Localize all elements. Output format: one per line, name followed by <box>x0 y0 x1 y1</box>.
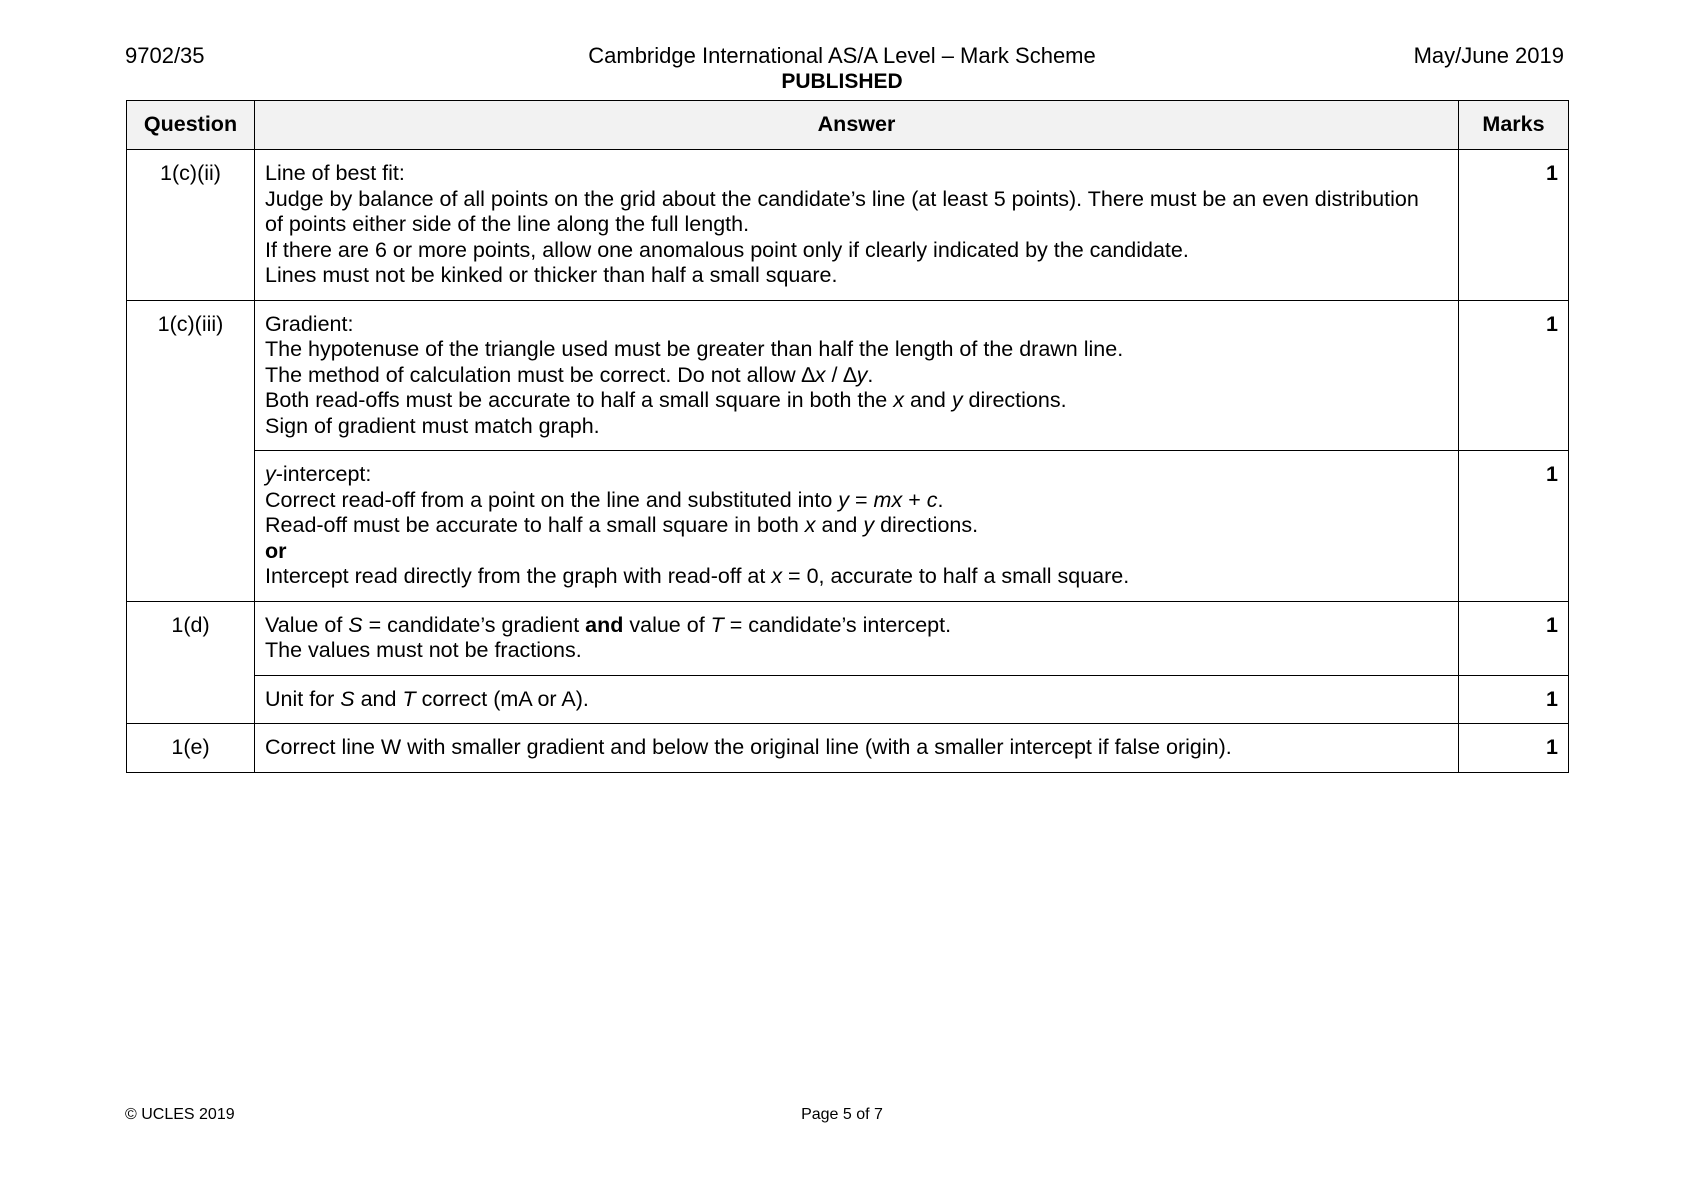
answer-line <box>265 363 1448 389</box>
answer-text: Correct read-off from a point on the line and substituted into <box>265 487 839 512</box>
answer-text: Unit for <box>265 686 341 711</box>
copyright-notice: © UCLES 2019 <box>125 1106 235 1123</box>
and-keyword: and <box>585 612 624 637</box>
answer-text: Intercept read directly from the graph with read-off at <box>265 564 772 588</box>
answer-line: Line of best fit: <box>265 161 405 185</box>
answer-text: = <box>849 487 874 512</box>
answer-text: Value of <box>265 612 349 637</box>
math-variable: x <box>804 513 816 537</box>
answer-line: Sign of gradient must match graph. <box>265 413 600 438</box>
answer-line <box>265 539 1448 565</box>
math-variable: mx <box>873 487 903 512</box>
answer-cell <box>255 300 1459 451</box>
math-variable: y <box>838 487 850 512</box>
math-variable: y <box>951 388 963 412</box>
math-variable: T <box>402 686 416 711</box>
column-header-answer: Answer <box>255 101 1459 150</box>
marks-value: 1 <box>1459 601 1569 675</box>
published-label: PUBLISHED <box>781 70 903 93</box>
math-variable: S <box>348 612 363 637</box>
marks-value: 1 <box>1459 300 1569 451</box>
answer-line: Gradient: <box>265 311 354 336</box>
answer-cell <box>255 150 1459 301</box>
answer-text: . <box>937 487 944 512</box>
page-number: Page 5 of 7 <box>801 1106 883 1123</box>
math-variable: y <box>863 513 875 537</box>
math-variable: S <box>340 686 355 711</box>
answer-cell <box>255 675 1459 724</box>
answer-line: Correct line W with smaller gradient and below the original line (with a smaller intercept if false origin). <box>265 735 1232 759</box>
answer-cell <box>255 601 1459 675</box>
answer-line <box>265 388 1448 414</box>
answer-line <box>265 488 1448 514</box>
answer-text: / <box>825 362 844 387</box>
answer-line: of points either side of the line along the full length. <box>265 212 750 236</box>
answer-text: -intercept: <box>275 462 372 486</box>
math-variable: c <box>926 487 938 512</box>
answer-text: = candidate’s gradient <box>362 612 586 637</box>
exam-session: May/June 2019 <box>1413 43 1564 68</box>
or-keyword: or <box>265 538 287 563</box>
document-title: Cambridge International AS/A Level – Mark Scheme <box>588 43 1096 68</box>
answer-line: The values must not be fractions. <box>265 638 582 662</box>
answer-text: and <box>815 513 864 537</box>
answer-text: and <box>904 388 952 412</box>
table-row <box>127 601 1569 675</box>
answer-text: Both read-offs must be accurate to half a small square in both the <box>265 388 894 412</box>
answer-text: directions. <box>962 388 1067 412</box>
answer-text: correct (mA or A). <box>415 686 589 711</box>
marks-value: 1 <box>1459 451 1569 602</box>
table-row <box>127 724 1569 773</box>
answer-line: Lines must not be kinked or thicker than half a small square. <box>265 263 838 287</box>
column-header-question: Question <box>127 101 255 150</box>
answer-line: The hypotenuse of the triangle used must be greater than half the length of the drawn line. <box>265 337 1124 361</box>
marks-value: 1 <box>1459 724 1569 773</box>
answer-line <box>265 513 1448 539</box>
page-footer <box>0 1105 1684 1125</box>
table-header-row <box>127 101 1569 150</box>
answer-line <box>265 564 1448 590</box>
answer-cell <box>255 451 1459 602</box>
math-variable: y <box>856 362 868 387</box>
answer-text: + <box>902 487 927 512</box>
answer-text: Read-off must be accurate to half a small square in both <box>265 513 805 537</box>
column-header-marks: Marks <box>1459 101 1569 150</box>
question-number: 1(d) <box>127 601 255 724</box>
answer-cell <box>255 724 1459 773</box>
answer-text: The method of calculation must be correct. Do not allow <box>265 362 802 387</box>
answer-line: Judge by balance of all points on the grid about the candidate’s line (at least 5 points). There must be an even distribution <box>265 186 1419 211</box>
math-variable: x <box>814 362 826 387</box>
marks-value: 1 <box>1459 150 1569 301</box>
question-number: 1(c)(iii) <box>127 300 255 601</box>
answer-text: directions. <box>874 513 979 537</box>
paper-code: 9702/35 <box>125 43 205 68</box>
question-number: 1(e) <box>127 724 255 773</box>
answer-text: . <box>867 362 874 387</box>
delta-symbol: ∆ <box>843 362 857 387</box>
math-variable: x <box>893 388 904 412</box>
answer-text: = 0, accurate to half a small square. <box>782 564 1130 588</box>
delta-symbol: ∆ <box>801 362 815 387</box>
answer-line <box>265 462 1448 488</box>
answer-line <box>265 687 1448 713</box>
mark-scheme-table <box>126 100 1569 773</box>
table-row <box>127 451 1569 602</box>
answer-line <box>265 613 1448 639</box>
answer-text: and <box>354 686 403 711</box>
math-variable: T <box>710 612 724 637</box>
answer-text: = candidate’s intercept. <box>723 612 952 637</box>
table-row <box>127 300 1569 451</box>
math-variable: x <box>771 564 783 588</box>
question-number: 1(c)(ii) <box>127 150 255 301</box>
answer-text: value of <box>623 612 711 637</box>
math-variable: y <box>265 462 276 486</box>
marks-value: 1 <box>1459 675 1569 724</box>
answer-line: If there are 6 or more points, allow one anomalous point only if clearly indicated by the candidate. <box>265 237 1189 262</box>
table-row <box>127 150 1569 301</box>
table-row <box>127 675 1569 724</box>
